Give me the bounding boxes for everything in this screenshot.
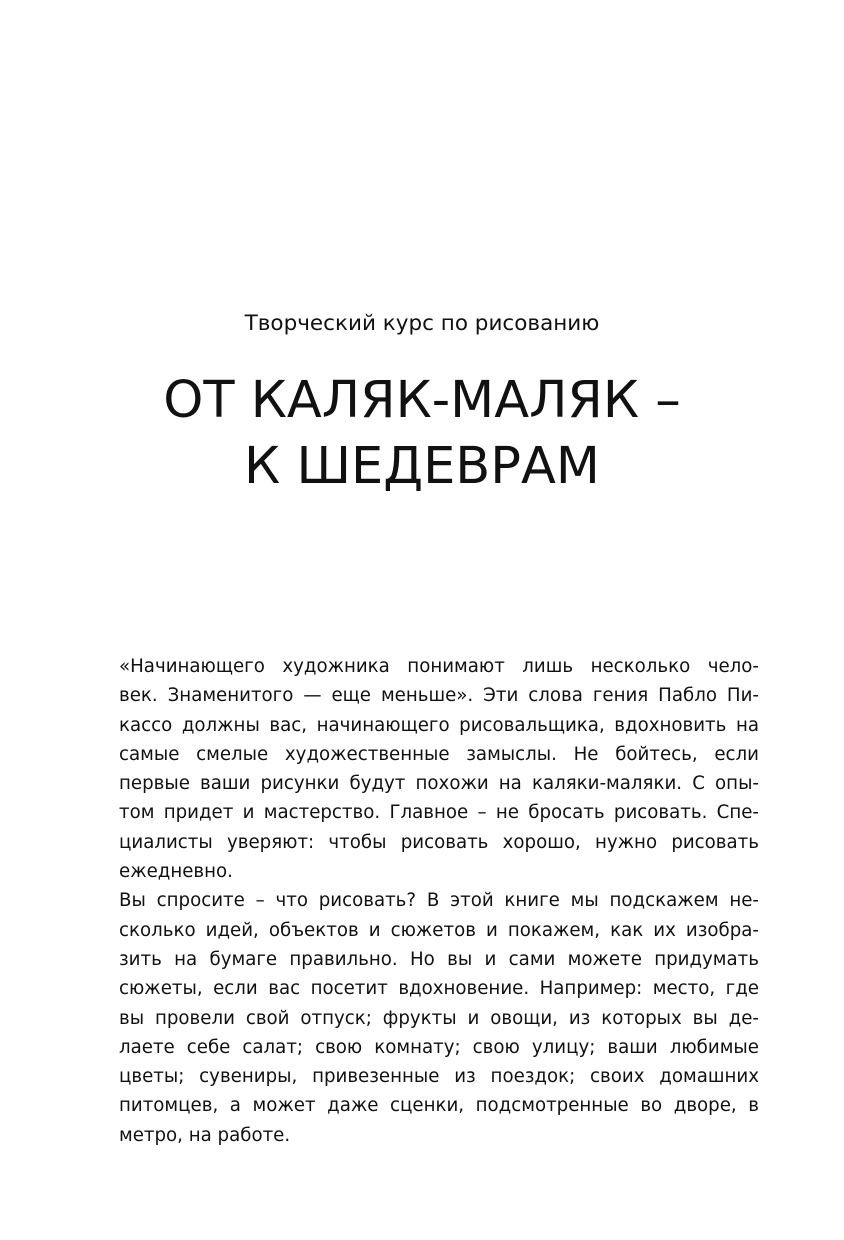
text-line: самые смелые художественные замыслы. Не бойтесь, если <box>119 743 759 765</box>
title-line-2: К ШЕДЕВРАМ <box>244 437 600 496</box>
text-line: зить на бумаге правильно. Но вы и сами можете придумать <box>119 948 759 970</box>
text-line: первые ваши рисунки будут похожи на каляки-маляки. С опы- <box>119 773 759 795</box>
text-line: вы провели свой отпуск; фрукты и овощи, из которых вы де- <box>119 1007 759 1029</box>
text-line: лаете себе салат; свою комнату; свою улицу; ваши любимые <box>119 1036 759 1058</box>
text-line: сколько идей, объектов и сюжетов и покажем, как их изобра- <box>119 919 759 941</box>
text-line: кассо должны вас, начинающего рисовальщика, вдохновить на <box>119 714 759 736</box>
text-line: метро, на работе. <box>119 1124 291 1146</box>
text-line: том придет и мастерство. Главное – не бросать рисовать. Спе- <box>119 802 759 824</box>
title-line-1: ОТ КАЛЯК-МАЛЯК – <box>163 371 681 430</box>
page-title <box>0 368 844 500</box>
text-line: Вы спросите – что рисовать? В этой книге мы подскажем не- <box>119 890 759 912</box>
text-line: ежедневно. <box>119 861 233 883</box>
text-line: цветы; сувениры, привезенные из поездок; своих домашних <box>119 1066 759 1088</box>
subtitle: Творческий курс по рисованию <box>244 311 600 336</box>
text-line: «Начинающего художника понимают лишь несколько чело- <box>119 656 759 677</box>
text-line: питомцев, а может даже сценки, подсмотренные во дворе, в <box>119 1095 759 1117</box>
text-line: сюжеты, если вас посетит вдохновение. Например: место, где <box>119 978 759 1000</box>
body-text <box>119 652 759 1150</box>
text-line: век. Знаменитого — еще меньше». Эти слова гения Пабло Пи- <box>119 685 759 707</box>
text-line: циалисты уверяют: чтобы рисовать хорошо, нужно рисовать <box>119 831 759 853</box>
